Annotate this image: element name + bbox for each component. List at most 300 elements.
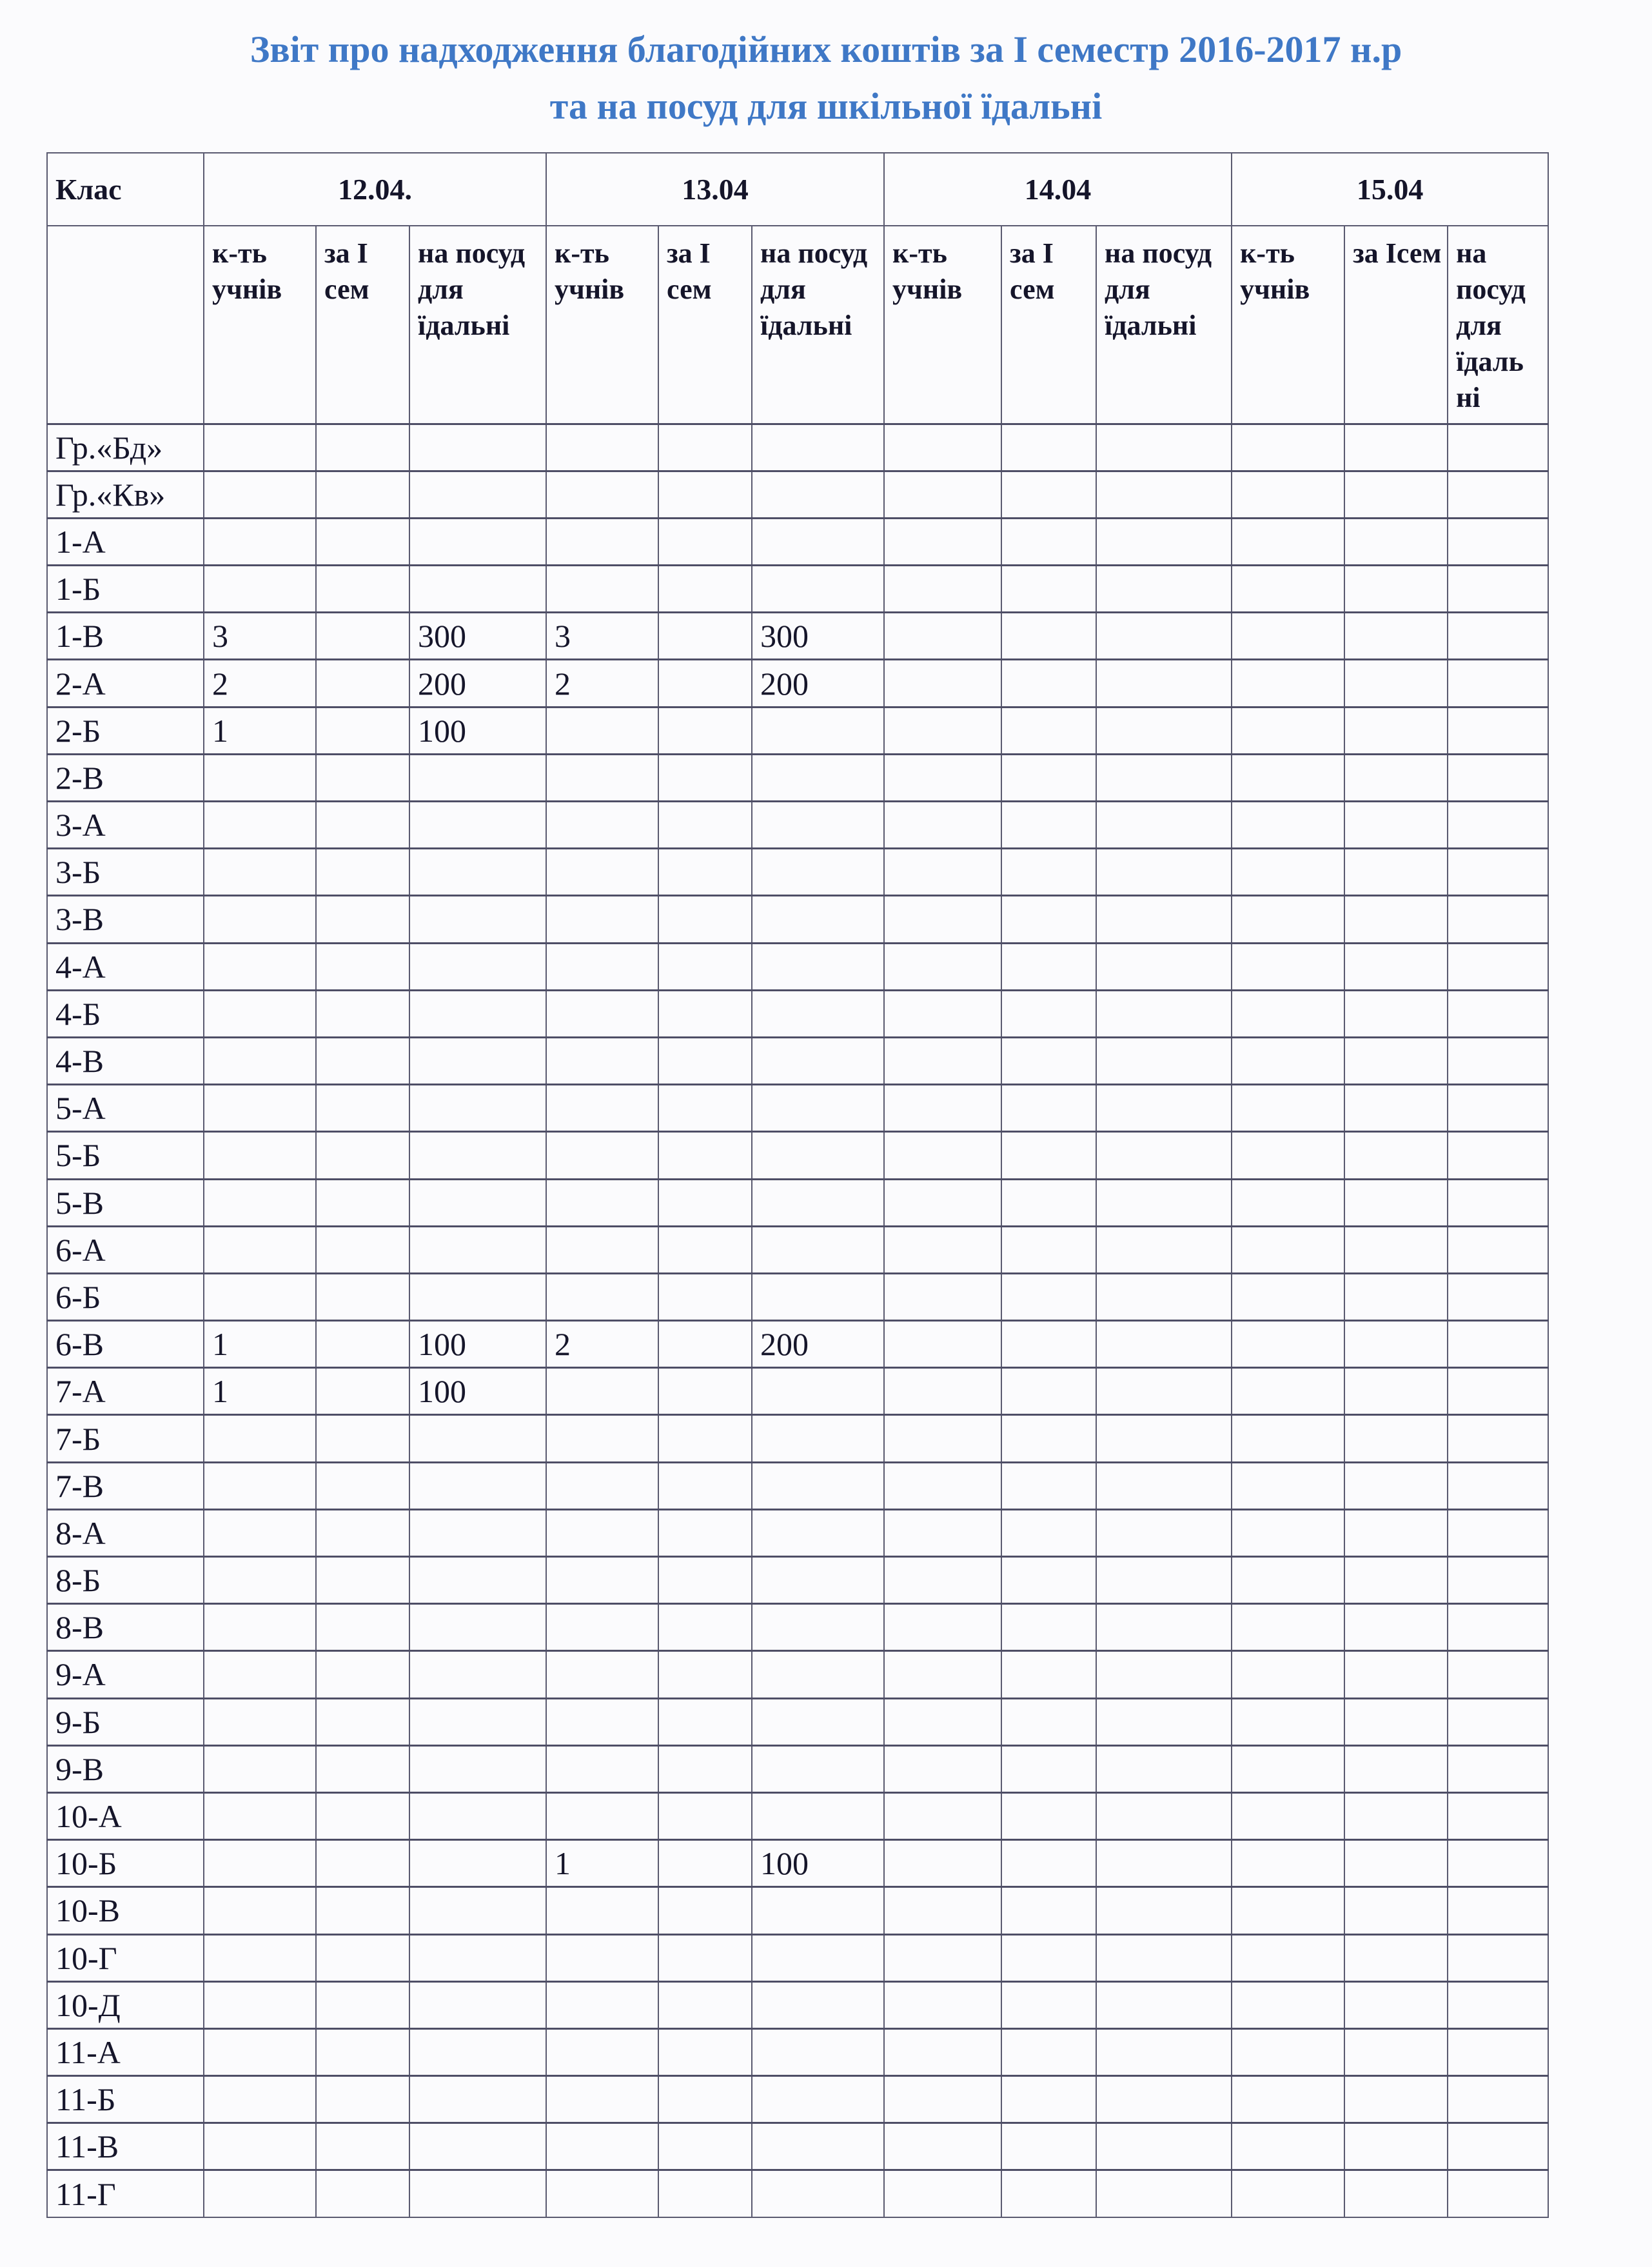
value-cell [316,1085,409,1132]
value-cell [658,1981,752,2028]
value-cell [884,802,1001,849]
value-cell [884,2170,1001,2217]
value-cell [1232,1226,1344,1273]
class-name-cell: 1-А [47,518,204,565]
value-cell [1001,471,1096,518]
class-name-cell: 10-Б [47,1840,204,1887]
value-cell [546,802,658,849]
value-cell [546,566,658,613]
table-row [47,2123,1548,2170]
value-cell [1232,2028,1344,2075]
value-cell [1344,1934,1448,1981]
value-cell [1001,1651,1096,1698]
value-cell [1096,802,1232,849]
table-row [47,1368,1548,1415]
value-cell: 1 [204,707,316,754]
table-row [47,1557,1548,1604]
semester-header: за Ісем [1344,226,1448,424]
value-cell [884,2076,1001,2123]
value-cell [658,943,752,990]
value-cell [1232,943,1344,990]
value-cell [658,613,752,660]
value-cell [409,1226,546,1273]
value-cell [884,1698,1001,1745]
value-cell [546,1179,658,1226]
value-cell [1448,566,1548,613]
value-cell [204,1179,316,1226]
value-cell [1344,1132,1448,1179]
value-cell [546,1698,658,1745]
value-cell [546,1934,658,1981]
value-cell [658,518,752,565]
value-cell [1344,518,1448,565]
date-header: 12.04. [204,153,546,226]
class-name-cell: 2-А [47,660,204,707]
value-cell [1344,2123,1448,2170]
class-name-cell: 9-Б [47,1698,204,1745]
table-row [47,1840,1548,1887]
value-cell [409,1745,546,1792]
value-cell [546,518,658,565]
value-cell [1001,660,1096,707]
value-cell [884,1745,1001,1792]
value-cell [316,802,409,849]
value-cell: 100 [409,1368,546,1415]
class-name-cell: 3-Б [47,849,204,896]
value-cell [546,1226,658,1273]
value-cell [1001,1132,1096,1179]
class-name-cell: 9-А [47,1651,204,1698]
value-cell [1232,1792,1344,1839]
value-cell [658,2123,752,2170]
value-cell [1232,1321,1344,1368]
value-cell [1001,2028,1096,2075]
value-cell [204,1132,316,1179]
value-cell [204,1698,316,1745]
value-cell [658,1887,752,1934]
class-name-cell: 10-А [47,1792,204,1839]
value-cell [1001,1604,1096,1651]
value-cell [752,1179,884,1226]
value-cell [1001,518,1096,565]
value-cell [884,1509,1001,1556]
value-cell [1001,424,1096,471]
class-name-cell: 7-Б [47,1415,204,1462]
value-cell [1096,1745,1232,1792]
value-cell [1232,2170,1344,2217]
students-count-header: к-ть учнів [546,226,658,424]
value-cell [409,1604,546,1651]
value-cell [204,2028,316,2075]
value-cell [1448,1462,1548,1509]
value-cell [1001,896,1096,943]
value-cell [1096,1321,1232,1368]
value-cell [1448,660,1548,707]
value-cell [1232,1415,1344,1462]
value-cell [884,660,1001,707]
value-cell [1096,1273,1232,1320]
value-cell [1001,1273,1096,1320]
value-cell [1096,566,1232,613]
table-row [47,1037,1548,1084]
value-cell [1232,1179,1344,1226]
value-cell [658,566,752,613]
value-cell [316,1840,409,1887]
value-cell [1448,1321,1548,1368]
table-row [47,471,1548,518]
class-name-cell: 3-А [47,802,204,849]
value-cell [1448,1509,1548,1556]
value-cell [204,1273,316,1320]
value-cell [1448,1745,1548,1792]
value-cell: 2 [546,1321,658,1368]
value-cell [1232,1509,1344,1556]
class-name-cell: 1-Б [47,566,204,613]
value-cell [1448,1887,1548,1934]
value-cell [752,1981,884,2028]
value-cell [546,1745,658,1792]
value-cell [884,1981,1001,2028]
value-cell [1448,1037,1548,1084]
value-cell: 300 [409,613,546,660]
value-cell [316,1604,409,1651]
value-cell [409,1273,546,1320]
dishes-header: на посуд для їдальні [752,226,884,424]
value-cell [884,990,1001,1037]
class-name-cell: 2-Б [47,707,204,754]
value-cell [546,2123,658,2170]
value-cell [1448,1840,1548,1887]
value-cell: 100 [409,1321,546,1368]
value-cell [752,566,884,613]
value-cell [752,1745,884,1792]
value-cell [1232,1557,1344,1604]
value-cell [1096,754,1232,801]
value-cell [1096,1368,1232,1415]
value-cell [752,2076,884,2123]
value-cell [1001,1462,1096,1509]
value-cell [1232,990,1344,1037]
value-cell [316,1792,409,1839]
value-cell [409,1934,546,1981]
class-name-cell: 11-В [47,2123,204,2170]
value-cell [1001,2076,1096,2123]
value-cell [884,1840,1001,1887]
value-cell [1344,1321,1448,1368]
value-cell [409,943,546,990]
value-cell [884,1415,1001,1462]
value-cell [316,1132,409,1179]
value-cell [1344,802,1448,849]
semester-header: за І сем [658,226,752,424]
value-cell [884,2028,1001,2075]
table-row [47,2028,1548,2075]
value-cell [658,1415,752,1462]
value-cell [1001,849,1096,896]
class-name-cell: 4-В [47,1037,204,1084]
table-row [47,1462,1548,1509]
value-cell: 100 [752,1840,884,1887]
value-cell [884,1604,1001,1651]
class-name-cell: 3-В [47,896,204,943]
value-cell [658,1179,752,1226]
value-cell [1001,1321,1096,1368]
value-cell [752,424,884,471]
value-cell [1096,1934,1232,1981]
value-cell [1096,1462,1232,1509]
value-cell [204,802,316,849]
value-cell [658,2170,752,2217]
value-cell [409,518,546,565]
value-cell [884,1037,1001,1084]
value-cell [1096,1651,1232,1698]
value-cell [1096,518,1232,565]
value-cell [752,943,884,990]
value-cell [752,1509,884,1556]
value-cell [1001,1981,1096,2028]
value-cell [1448,613,1548,660]
value-cell: 1 [546,1840,658,1887]
value-cell [752,2028,884,2075]
value-cell [1001,1085,1096,1132]
value-cell [1232,1934,1344,1981]
value-cell [1344,1179,1448,1226]
value-cell: 200 [752,1321,884,1368]
table-row [47,566,1548,613]
value-cell [409,802,546,849]
value-cell [204,1745,316,1792]
value-cell [1344,754,1448,801]
value-cell [1001,1792,1096,1839]
value-cell [1096,424,1232,471]
value-cell [1096,1887,1232,1934]
value-cell [1096,1698,1232,1745]
value-cell [1001,990,1096,1037]
value-cell [752,1934,884,1981]
value-cell [409,1085,546,1132]
table-row [47,990,1548,1037]
value-cell [1448,754,1548,801]
value-cell [409,471,546,518]
value-cell [409,1462,546,1509]
value-cell [752,754,884,801]
empty-header-cell [47,226,204,424]
value-cell [546,990,658,1037]
value-cell [1232,802,1344,849]
value-cell [1344,1037,1448,1084]
table-row [47,2076,1548,2123]
date-header: 14.04 [884,153,1232,226]
value-cell [409,1792,546,1839]
value-cell [884,613,1001,660]
value-cell [546,1368,658,1415]
value-cell [752,802,884,849]
class-name-cell: 7-А [47,1368,204,1415]
class-name-cell: 10-В [47,1887,204,1934]
value-cell [884,518,1001,565]
value-cell [409,1887,546,1934]
dishes-header: на посуд для їдальні [1096,226,1232,424]
value-cell [658,802,752,849]
class-name-cell: 11-А [47,2028,204,2075]
value-cell [316,1179,409,1226]
value-cell [546,896,658,943]
class-name-cell: 2-В [47,754,204,801]
value-cell [1096,660,1232,707]
value-cell [316,1934,409,1981]
value-cell [1096,1085,1232,1132]
value-cell [316,943,409,990]
value-cell [409,990,546,1037]
value-cell [316,2076,409,2123]
value-cell [752,471,884,518]
value-cell [658,754,752,801]
value-cell [546,849,658,896]
value-cell [752,849,884,896]
value-cell: 2 [204,660,316,707]
value-cell [658,1698,752,1745]
value-cell [204,1085,316,1132]
value-cell [658,1273,752,1320]
value-cell [1448,2076,1548,2123]
class-name-cell: 8-А [47,1509,204,1556]
value-cell [1448,1273,1548,1320]
value-cell [204,943,316,990]
value-cell [546,943,658,990]
value-cell [1096,1604,1232,1651]
value-cell [1448,1651,1548,1698]
value-cell [1232,1887,1344,1934]
value-cell [409,424,546,471]
value-cell [884,1321,1001,1368]
value-cell [1344,1085,1448,1132]
value-cell [1232,1273,1344,1320]
value-cell: 1 [204,1321,316,1368]
value-cell [204,990,316,1037]
value-cell [316,1462,409,1509]
value-cell [1232,1037,1344,1084]
value-cell [1096,849,1232,896]
value-cell [316,1698,409,1745]
value-cell [1232,1368,1344,1415]
value-cell [409,566,546,613]
value-cell [409,2170,546,2217]
value-cell [316,707,409,754]
value-cell [1232,566,1344,613]
value-cell [409,2028,546,2075]
value-cell [1001,1415,1096,1462]
value-cell [546,2028,658,2075]
value-cell [752,1037,884,1084]
value-cell [204,1226,316,1273]
value-cell [546,707,658,754]
value-cell [546,1462,658,1509]
value-cell [884,1226,1001,1273]
table-row [47,1792,1548,1839]
value-cell [204,2170,316,2217]
value-cell [409,1415,546,1462]
value-cell [752,1651,884,1698]
value-cell [752,1226,884,1273]
value-cell [658,896,752,943]
value-cell [1096,2170,1232,2217]
value-cell [316,1368,409,1415]
class-name-cell: 4-А [47,943,204,990]
value-cell [1001,1179,1096,1226]
value-cell [316,1557,409,1604]
value-cell [316,1745,409,1792]
table-row [47,943,1548,990]
value-cell [316,1415,409,1462]
value-cell [752,1462,884,1509]
value-cell [1344,1745,1448,1792]
value-cell [1001,1745,1096,1792]
value-cell: 1 [204,1368,316,1415]
value-cell [1001,1368,1096,1415]
value-cell [316,896,409,943]
value-cell [1096,1415,1232,1462]
value-cell [204,1840,316,1887]
class-name-cell: Гр.«Кв» [47,471,204,518]
value-cell [752,1273,884,1320]
value-cell [1232,471,1344,518]
value-cell [316,613,409,660]
value-cell [204,1604,316,1651]
value-cell [1232,1085,1344,1132]
value-cell [752,1085,884,1132]
value-cell [1001,1557,1096,1604]
value-cell: 200 [752,660,884,707]
value-cell [1448,1085,1548,1132]
value-cell [204,518,316,565]
class-name-cell: 1-В [47,613,204,660]
value-cell [409,896,546,943]
value-cell [546,1651,658,1698]
value-cell [658,707,752,754]
value-cell [316,990,409,1037]
value-cell [204,424,316,471]
table-row [47,1651,1548,1698]
value-cell [884,1368,1001,1415]
value-cell [1448,943,1548,990]
value-cell [1344,1509,1448,1556]
value-cell [1096,471,1232,518]
value-cell [658,1462,752,1509]
value-cell [1344,1557,1448,1604]
value-cell [884,849,1001,896]
value-cell [1344,566,1448,613]
value-cell [884,2123,1001,2170]
table-row [47,1179,1548,1226]
value-cell [1096,896,1232,943]
value-cell [1344,707,1448,754]
class-name-cell: 6-Б [47,1273,204,1320]
value-cell [546,471,658,518]
value-cell [316,471,409,518]
table-row [47,707,1548,754]
value-cell [409,2076,546,2123]
value-cell [409,754,546,801]
value-cell [884,1132,1001,1179]
table-row [47,2170,1548,2217]
table-row [47,1132,1548,1179]
value-cell [316,754,409,801]
table-row [47,1934,1548,1981]
class-name-cell: 6-А [47,1226,204,1273]
table-row [47,1604,1548,1651]
value-cell [1001,566,1096,613]
class-name-cell: 8-Б [47,1557,204,1604]
